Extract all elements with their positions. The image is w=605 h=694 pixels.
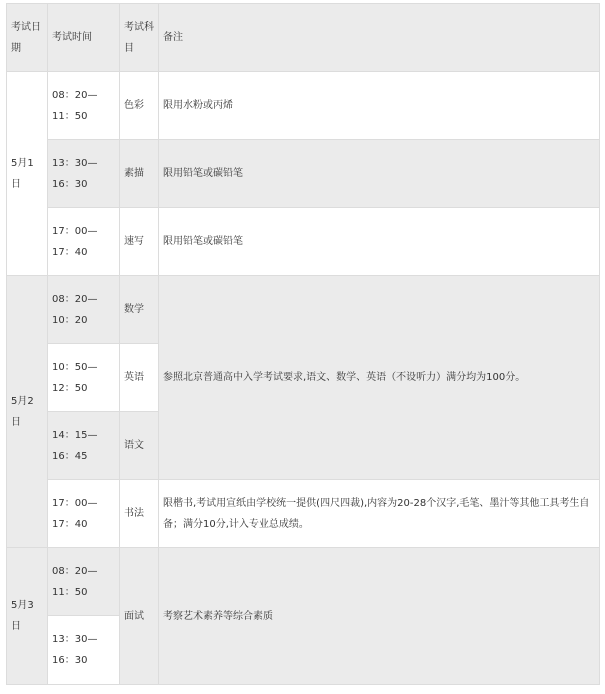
subject-cell: 速写: [120, 208, 159, 276]
time-cell: 17：00—17：40: [48, 480, 120, 548]
note-cell: 限用水粉或丙烯: [159, 72, 600, 140]
note-cell: 限楷书,考试用宣纸由学校统一提供(四尺四裁),内容为20-28个汉字,毛笔、墨汁等其他工具考生自备；满分10分,计入专业总成绩。: [159, 480, 600, 548]
table-header-row: [7, 4, 600, 72]
exam-schedule: [6, 3, 600, 685]
header-subject: 考试科目: [120, 4, 159, 72]
time-cell: 08：20—11：50: [48, 72, 120, 140]
note-cell: 考察艺术素养等综合素质: [159, 548, 600, 685]
time-cell: 08：20—10：20: [48, 276, 120, 344]
subject-cell: 素描: [120, 140, 159, 208]
subject-cell: 英语: [120, 344, 159, 412]
time-cell: 17：00—17：40: [48, 208, 120, 276]
table-row: [7, 276, 600, 344]
time-cell: 13：30—16：30: [48, 140, 120, 208]
note-cell: 参照北京普通高中入学考试要求,语文、数学、英语（不设听力）满分均为100分。: [159, 276, 600, 480]
subject-cell: 书法: [120, 480, 159, 548]
date-cell: 5月1日: [7, 72, 48, 276]
table-row: [7, 548, 600, 616]
exam-schedule-table: [6, 3, 600, 685]
note-cell: 限用铅笔或碳铅笔: [159, 208, 600, 276]
subject-cell: 语文: [120, 412, 159, 480]
date-cell: 5月3日: [7, 548, 48, 685]
table-row: [7, 208, 600, 276]
note-cell: 限用铅笔或碳铅笔: [159, 140, 600, 208]
subject-cell: 面试: [120, 548, 159, 685]
subject-cell: 色彩: [120, 72, 159, 140]
date-cell: 5月2日: [7, 276, 48, 548]
table-row: [7, 140, 600, 208]
subject-cell: 数学: [120, 276, 159, 344]
time-cell: 13：30—16：30: [48, 616, 120, 685]
time-cell: 08：20—11：50: [48, 548, 120, 616]
header-time: 考试时间: [48, 4, 120, 72]
table-row: [7, 480, 600, 548]
header-note: 备注: [159, 4, 600, 72]
header-date: 考试日期: [7, 4, 48, 72]
time-cell: 14：15—16：45: [48, 412, 120, 480]
time-cell: 10：50—12：50: [48, 344, 120, 412]
table-row: [7, 72, 600, 140]
